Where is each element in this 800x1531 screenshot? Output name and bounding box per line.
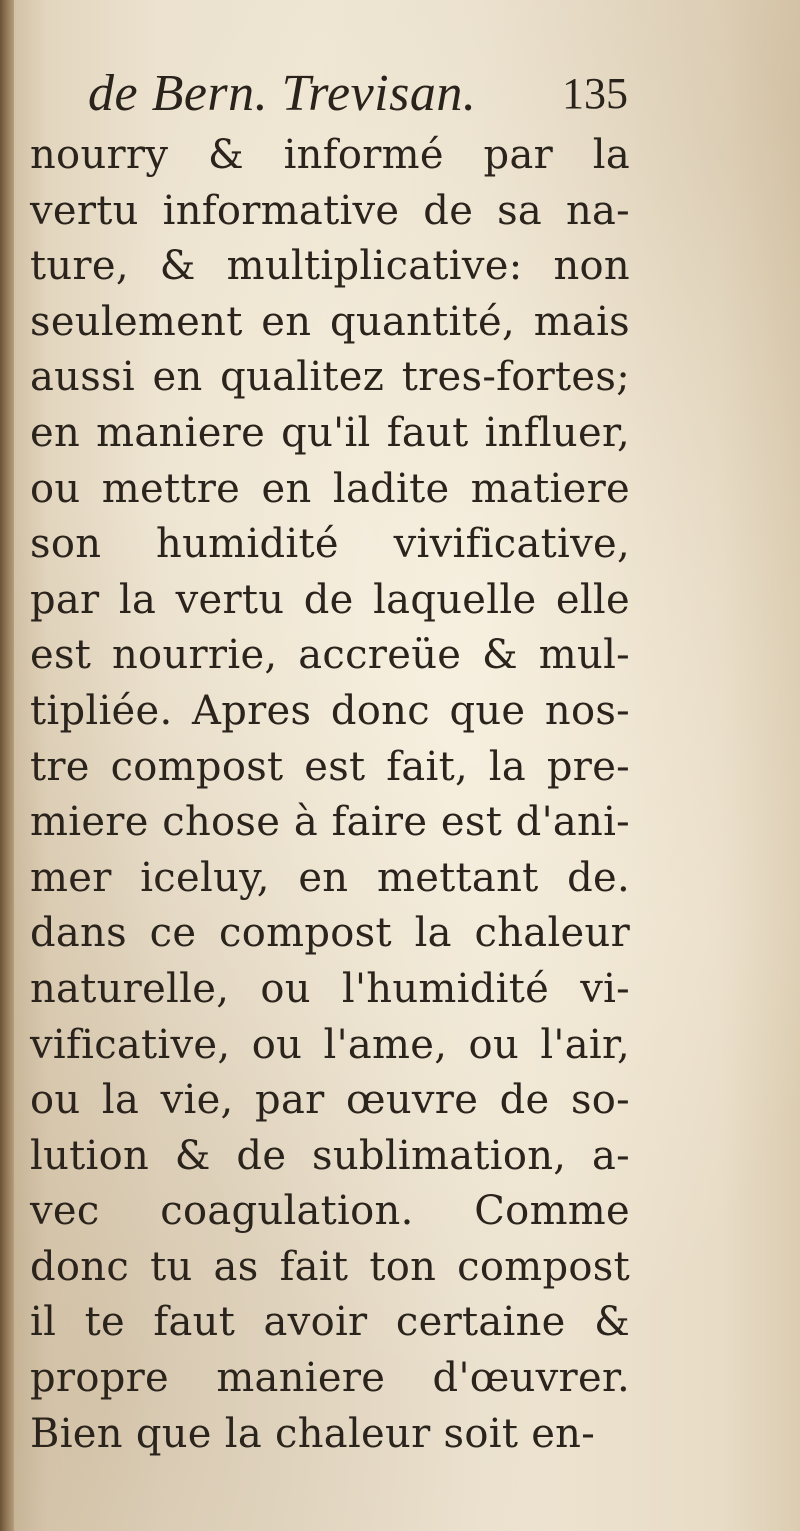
text-line: Bien que la chaleur soit en-: [30, 1410, 596, 1457]
text-line: vificative, ou l'ame, ou l'air,: [30, 1021, 630, 1068]
text-line: vertu informative de sa na-: [30, 187, 630, 234]
text-line: miere chose à faire est d'ani-: [30, 799, 630, 846]
text-line: mer iceluy, en mettant de.: [30, 854, 630, 901]
text-line: vec coagulation. Comme: [30, 1188, 630, 1235]
text-line: son humidité vivificative,: [30, 521, 630, 568]
text-line: lution & de sublimation, a-: [30, 1132, 630, 1179]
text-line: ou mettre en ladite matiere: [30, 465, 630, 512]
running-head: [88, 62, 628, 126]
page-number: 135: [562, 69, 628, 118]
text-line: propre maniere d'œuvrer.: [30, 1355, 630, 1402]
text-line: il te faut avoir certaine &: [30, 1299, 630, 1346]
text-line: seulement en quantité, mais: [30, 298, 630, 345]
text-line: est nourrie, accreüe & mul-: [30, 632, 630, 679]
text-line: donc tu as fait ton compost: [30, 1243, 630, 1290]
text-line: nourry & informé par la: [30, 132, 630, 178]
page-binding-edge: [0, 0, 14, 1531]
text-line: en maniere qu'il faut influer,: [30, 409, 630, 456]
text-line: naturelle, ou l'humidité vi-: [30, 965, 630, 1012]
text-line: tipliée. Apres donc que nos-: [30, 687, 630, 734]
text-line: dans ce compost la chaleur: [30, 910, 630, 957]
running-head-title: de Bern. Trevisan.: [88, 65, 477, 122]
body-text: [30, 128, 630, 1462]
text-line: par la vertu de laquelle elle: [30, 576, 630, 623]
text-line: ou la vie, par œuvre de so-: [30, 1077, 630, 1124]
text-line: tre compost est fait, la pre-: [30, 743, 630, 790]
text-line: aussi en qualitez tres-fortes;: [30, 354, 630, 401]
text-line: ture, & multiplicative: non: [30, 243, 630, 290]
